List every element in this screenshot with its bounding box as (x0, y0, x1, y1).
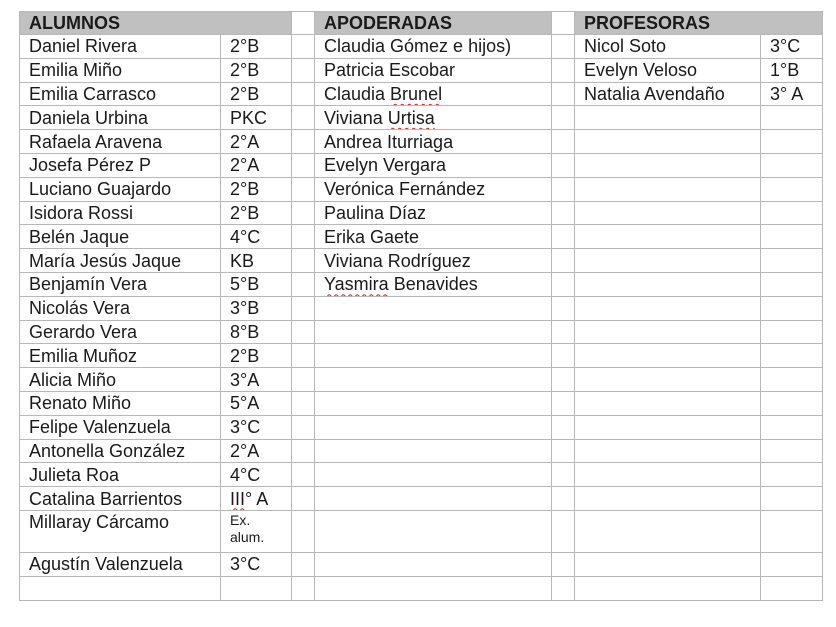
empty-cell (315, 415, 552, 439)
gap-cell (292, 225, 315, 249)
empty-cell (575, 368, 761, 392)
empty-cell (575, 201, 761, 225)
empty-cell (575, 391, 761, 415)
empty-cell (315, 510, 552, 552)
empty-cell (575, 320, 761, 344)
profesora-name: Natalia Avendaño (575, 82, 761, 106)
empty-cell (575, 415, 761, 439)
profesora-course: 1°B (761, 58, 823, 82)
empty-cell (761, 576, 823, 600)
apoderada-name (315, 106, 552, 130)
table-row (20, 153, 823, 177)
alumno-course: 2°B (221, 201, 292, 225)
empty-cell (761, 439, 823, 463)
gap-cell (292, 82, 315, 106)
alumno-course: 4°C (221, 225, 292, 249)
header-row (20, 12, 823, 35)
empty-cell (761, 487, 823, 511)
table-row (20, 58, 823, 82)
empty-cell (761, 368, 823, 392)
table-row (20, 177, 823, 201)
alumno-name: Nicolás Vera (20, 296, 221, 320)
alumno-course: 2°B (221, 344, 292, 368)
alumno-course: 5°B (221, 272, 292, 296)
gap-cell (552, 463, 575, 487)
table-row (20, 415, 823, 439)
apoderada-last: Benavides (388, 274, 478, 295)
gap-cell (552, 487, 575, 511)
gap-cell (292, 415, 315, 439)
alumno-course: 8°B (221, 320, 292, 344)
alumno-course: 2°B (221, 82, 292, 106)
gap-cell (552, 552, 575, 576)
gap-cell (552, 225, 575, 249)
alumno-course (221, 487, 292, 511)
apoderada-name: Claudia Gómez e hijos) (315, 35, 552, 59)
course-line: alum. (230, 528, 265, 545)
empty-cell (761, 320, 823, 344)
table-row (20, 296, 823, 320)
alumno-name: Gerardo Vera (20, 320, 221, 344)
apoderada-first: Viviana (324, 107, 388, 128)
gap-cell (552, 249, 575, 273)
gap-cell (552, 368, 575, 392)
alumno-course: 3°C (221, 552, 292, 576)
table-row (20, 249, 823, 273)
empty-cell (20, 576, 221, 600)
gap-cell (292, 391, 315, 415)
gap-cell (292, 153, 315, 177)
empty-cell (315, 368, 552, 392)
empty-cell (315, 296, 552, 320)
apoderada-first: Claudia (324, 83, 391, 104)
gap-cell (292, 296, 315, 320)
empty-cell (761, 130, 823, 154)
gap-cell (292, 58, 315, 82)
gap-cell (552, 296, 575, 320)
table-row (20, 344, 823, 368)
alumno-course: KB (221, 249, 292, 273)
alumno-name: María Jesús Jaque (20, 249, 221, 273)
apoderada-name: Paulina Díaz (315, 201, 552, 225)
apoderada-name: Patricia Escobar (315, 58, 552, 82)
gap-cell (552, 320, 575, 344)
apoderada-name: Andrea Iturriaga (315, 130, 552, 154)
gap-cell (552, 82, 575, 106)
empty-cell (761, 552, 823, 576)
empty-cell (761, 463, 823, 487)
alumno-course: 3°B (221, 296, 292, 320)
gap-cell (292, 510, 315, 552)
gap-cell (292, 106, 315, 130)
empty-cell (575, 487, 761, 511)
gap-cell (552, 201, 575, 225)
empty-cell (761, 344, 823, 368)
empty-cell (315, 439, 552, 463)
empty-cell (761, 391, 823, 415)
alumno-course: 2°A (221, 130, 292, 154)
empty-cell (575, 130, 761, 154)
gap-cell (292, 130, 315, 154)
empty-cell (315, 320, 552, 344)
gap-cell (292, 12, 315, 35)
gap-cell (292, 368, 315, 392)
table-row (20, 510, 823, 552)
gap-cell (292, 320, 315, 344)
empty-cell (575, 576, 761, 600)
table-row (20, 225, 823, 249)
alumno-name: Daniel Rivera (20, 35, 221, 59)
profesoras-header: PROFESORAS (575, 12, 823, 35)
apoderada-last: Brunel (390, 83, 443, 104)
course-suffix: ° A (245, 488, 269, 509)
table-row (20, 106, 823, 130)
empty-cell (761, 106, 823, 130)
gap-cell (552, 415, 575, 439)
empty-cell (761, 296, 823, 320)
apoderada-last: Urtisa (387, 107, 435, 128)
alumno-name: Catalina Barrientos (20, 487, 221, 511)
table-row (20, 35, 823, 59)
gap-cell (292, 487, 315, 511)
gap-cell (292, 344, 315, 368)
empty-cell (575, 225, 761, 249)
gap-cell (292, 249, 315, 273)
alumno-name: Belén Jaque (20, 225, 221, 249)
table-row (20, 368, 823, 392)
alumno-course (221, 510, 292, 552)
profesora-course: 3° A (761, 82, 823, 106)
empty-cell (221, 576, 292, 600)
alumno-name: Emilia Miño (20, 58, 221, 82)
empty-cell (315, 391, 552, 415)
empty-cell (315, 344, 552, 368)
alumno-course: PKC (221, 106, 292, 130)
empty-cell (575, 344, 761, 368)
apoderada-name (315, 82, 552, 106)
alumno-name: Benjamín Vera (20, 272, 221, 296)
profesora-name: Nicol Soto (575, 35, 761, 59)
course-line: Ex. (230, 511, 251, 528)
empty-cell (575, 296, 761, 320)
apoderada-first: Yasmira (324, 274, 389, 295)
empty-cell (575, 177, 761, 201)
table-row (20, 130, 823, 154)
empty-cell (761, 249, 823, 273)
gap-cell (292, 463, 315, 487)
apoderada-name: Viviana Rodríguez (315, 249, 552, 273)
alumno-name: Josefa Pérez P (20, 153, 221, 177)
table-row (20, 439, 823, 463)
gap-cell (552, 510, 575, 552)
alumno-course: 2°A (221, 439, 292, 463)
empty-cell (761, 510, 823, 552)
empty-cell (575, 249, 761, 273)
empty-cell (761, 225, 823, 249)
alumnos-header: ALUMNOS (20, 12, 292, 35)
gap-cell (552, 576, 575, 600)
gap-cell (552, 153, 575, 177)
alumno-name: Rafaela Aravena (20, 130, 221, 154)
empty-cell (575, 106, 761, 130)
gap-cell (292, 439, 315, 463)
apoderada-name: Verónica Fernández (315, 177, 552, 201)
alumno-course: 3°C (221, 415, 292, 439)
alumno-course: 2°B (221, 177, 292, 201)
gap-cell (552, 35, 575, 59)
empty-cell (315, 487, 552, 511)
gap-cell (292, 576, 315, 600)
alumno-course: 4°C (221, 463, 292, 487)
gap-cell (552, 439, 575, 463)
alumno-name: Daniela Urbina (20, 106, 221, 130)
alumno-name: Isidora Rossi (20, 201, 221, 225)
alumno-name: Millaray Cárcamo (20, 510, 221, 552)
gap-cell (292, 272, 315, 296)
gap-cell (552, 106, 575, 130)
document-table (19, 11, 823, 601)
alumno-name: Emilia Carrasco (20, 82, 221, 106)
alumno-course: 2°A (221, 153, 292, 177)
empty-cell (315, 463, 552, 487)
alumno-name: Antonella González (20, 439, 221, 463)
table-row (20, 320, 823, 344)
empty-cell (575, 153, 761, 177)
gap-cell (552, 344, 575, 368)
empty-cell (575, 552, 761, 576)
alumno-name: Agustín Valenzuela (20, 552, 221, 576)
gap-cell (552, 272, 575, 296)
empty-cell (315, 552, 552, 576)
profesora-name: Evelyn Veloso (575, 58, 761, 82)
empty-cell (575, 439, 761, 463)
empty-cell (761, 153, 823, 177)
apoderada-name: Evelyn Vergara (315, 153, 552, 177)
table-row (20, 487, 823, 511)
gap-cell (552, 58, 575, 82)
alumno-name: Julieta Roa (20, 463, 221, 487)
table-row (20, 576, 823, 600)
alumno-course: 3°A (221, 368, 292, 392)
gap-cell (552, 391, 575, 415)
course-prefix: III (230, 488, 246, 509)
gap-cell (552, 12, 575, 35)
empty-cell (761, 201, 823, 225)
alumno-name: Renato Miño (20, 391, 221, 415)
gap-cell (292, 552, 315, 576)
table-row (20, 201, 823, 225)
empty-cell (761, 415, 823, 439)
table-row (20, 82, 823, 106)
table-row (20, 272, 823, 296)
apoderada-name: Erika Gaete (315, 225, 552, 249)
alumno-name: Felipe Valenzuela (20, 415, 221, 439)
gap-cell (292, 201, 315, 225)
empty-cell (761, 177, 823, 201)
table-row (20, 552, 823, 576)
alumno-name: Emilia Muñoz (20, 344, 221, 368)
gap-cell (552, 177, 575, 201)
alumno-name: Alicia Miño (20, 368, 221, 392)
gap-cell (552, 130, 575, 154)
gap-cell (292, 177, 315, 201)
alumno-course: 2°B (221, 35, 292, 59)
empty-cell (575, 510, 761, 552)
alumno-course: 2°B (221, 58, 292, 82)
table-row (20, 391, 823, 415)
empty-cell (575, 272, 761, 296)
profesora-course: 3°C (761, 35, 823, 59)
alumno-course: 5°A (221, 391, 292, 415)
apoderada-name (315, 272, 552, 296)
alumno-name: Luciano Guajardo (20, 177, 221, 201)
empty-cell (315, 576, 552, 600)
empty-cell (575, 463, 761, 487)
apoderadas-header: APODERADAS (315, 12, 552, 35)
table-row (20, 463, 823, 487)
empty-cell (761, 272, 823, 296)
gap-cell (292, 35, 315, 59)
